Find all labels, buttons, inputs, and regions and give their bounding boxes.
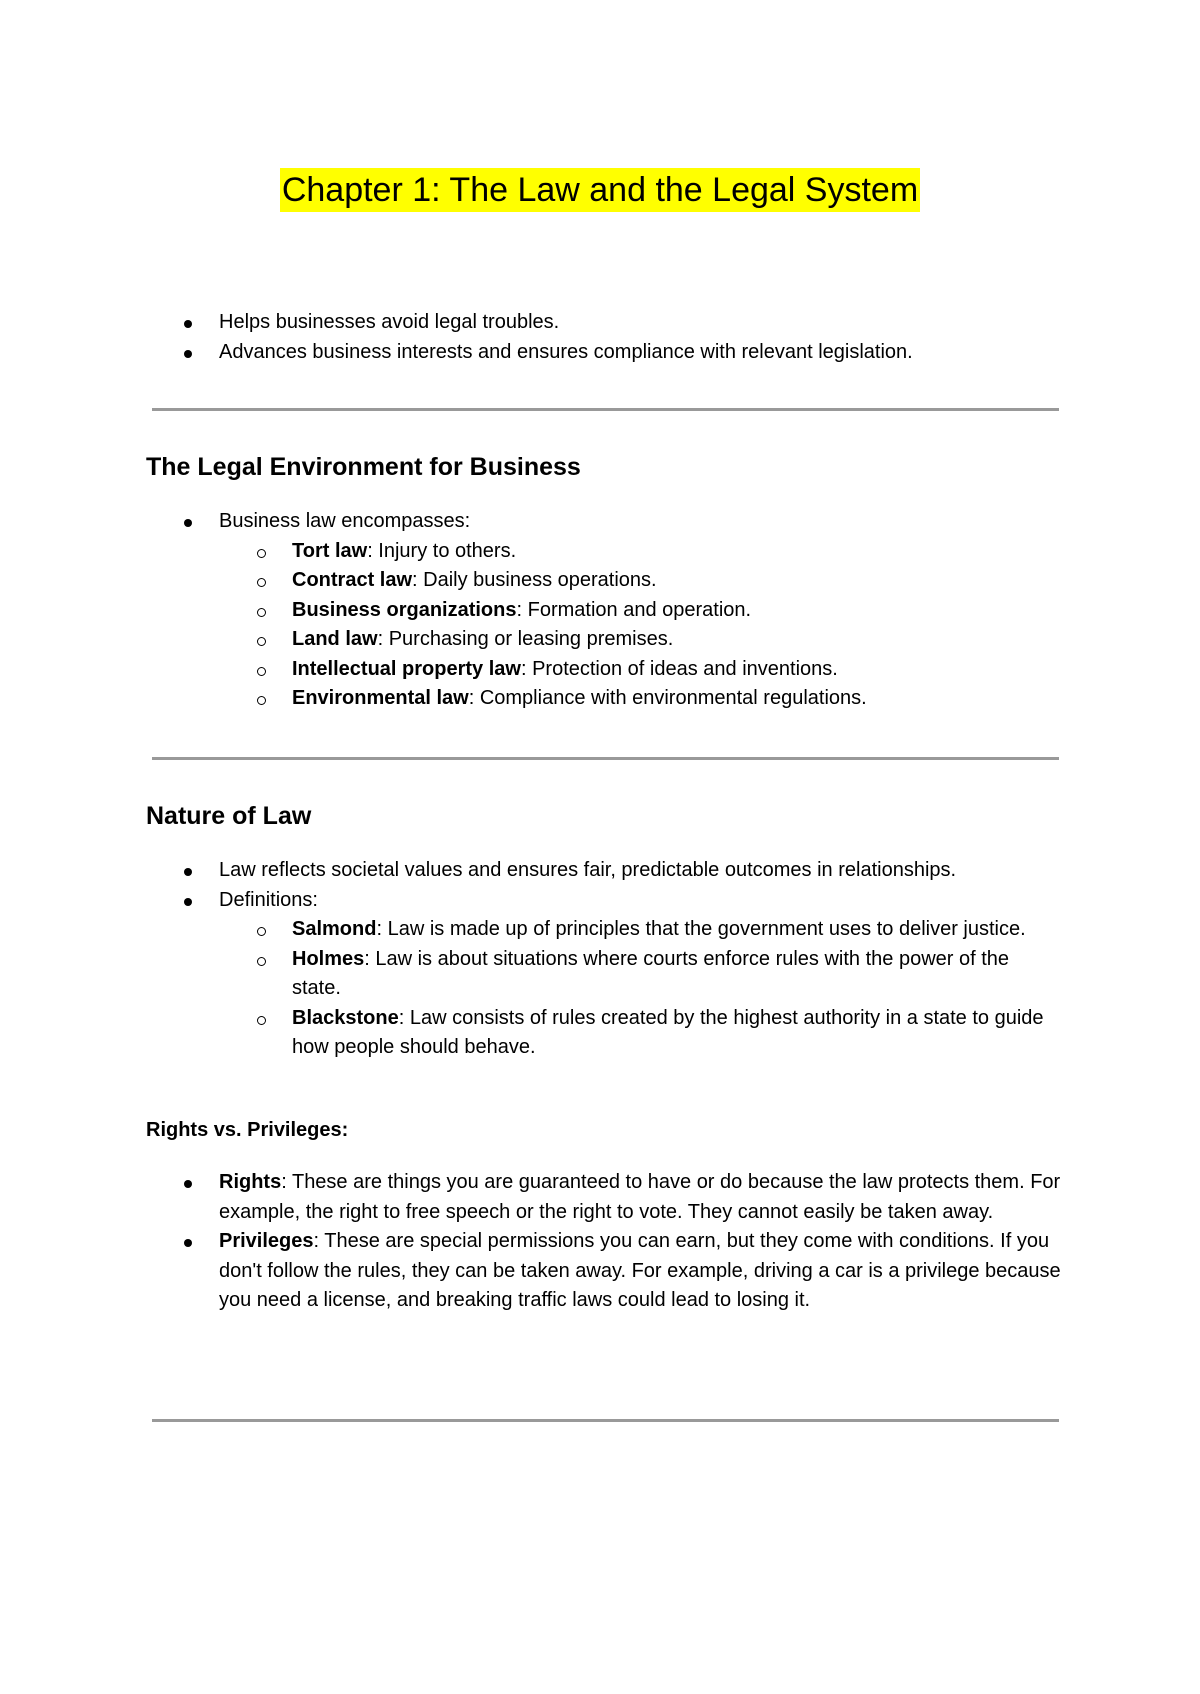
- title-row: [0, 168, 1200, 212]
- list-item: Holmes: Law is about situations where courts enforce rules with the power of the state.: [292, 945, 1062, 1004]
- list-item: Intellectual property law: Protection of ideas and inventions.: [292, 655, 1066, 685]
- list-item: Privileges: These are special permissions you can earn, but they come with conditions. If you don't follow the rules, they can be taken away. For example, driving a car is a privilege because you need a license, and breaking traffic laws could lead to losing it.: [146, 1227, 1066, 1316]
- rights-privileges-list: [146, 1168, 1066, 1316]
- horizontal-rule: [152, 408, 1059, 411]
- list-item: Rights: These are things you are guaranteed to have or do because the law protects them. For example, the right to free speech or the right to vote. They cannot easily be taken away.: [146, 1168, 1066, 1227]
- subsection-heading: Rights vs. Privileges:: [146, 1119, 349, 1141]
- list-item: Advances business interests and ensures compliance with relevant legislation.: [146, 338, 1066, 368]
- bullet-icon: [184, 1180, 192, 1188]
- bullet-icon: [184, 350, 192, 358]
- legal-environment-section: [146, 451, 1066, 714]
- bullet-icon: [184, 898, 192, 906]
- list-item: Business organizations: Formation and operation.: [292, 596, 1066, 626]
- intro-section: [146, 308, 1066, 367]
- list-item: Contract law: Daily business operations.: [292, 566, 1066, 596]
- intro-list: [146, 308, 1066, 367]
- list-item: Tort law: Injury to others.: [292, 537, 1066, 567]
- legal-environment-list: [146, 507, 1066, 537]
- list-item: Business law encompasses:: [146, 507, 1066, 537]
- list-item: Blackstone: Law consists of rules created by the highest authority in a state to guide how people should behave.: [292, 1004, 1062, 1063]
- circle-bullet-icon: [257, 667, 266, 676]
- section-heading: The Legal Environment for Business: [146, 453, 581, 481]
- list-item: Environmental law: Compliance with environmental regulations.: [292, 684, 1066, 714]
- list-item: Helps businesses avoid legal troubles.: [146, 308, 1066, 338]
- business-law-areas-list: [292, 537, 1066, 714]
- bullet-icon: [184, 320, 192, 328]
- horizontal-rule: [152, 1419, 1059, 1422]
- page-title: Chapter 1: The Law and the Legal System: [280, 168, 920, 212]
- definitions-list: [292, 915, 1062, 1063]
- nature-list: [146, 856, 1066, 915]
- list-item: Law reflects societal values and ensures fair, predictable outcomes in relationships.: [146, 856, 1066, 886]
- bullet-icon: [184, 519, 192, 527]
- nature-of-law-section: [146, 800, 1066, 1063]
- bullet-icon: [184, 868, 192, 876]
- circle-bullet-icon: [257, 549, 266, 558]
- circle-bullet-icon: [257, 1016, 266, 1025]
- horizontal-rule: [152, 757, 1059, 760]
- circle-bullet-icon: [257, 578, 266, 587]
- section-heading: Nature of Law: [146, 802, 312, 830]
- list-item: Salmond: Law is made up of principles that the government uses to deliver justice.: [292, 915, 1062, 945]
- circle-bullet-icon: [257, 637, 266, 646]
- circle-bullet-icon: [257, 608, 266, 617]
- list-item: Land law: Purchasing or leasing premises.: [292, 625, 1066, 655]
- circle-bullet-icon: [257, 696, 266, 705]
- bullet-icon: [184, 1239, 192, 1247]
- rights-privileges-section: [146, 1116, 1066, 1316]
- list-item: Definitions:: [146, 886, 1066, 916]
- circle-bullet-icon: [257, 927, 266, 936]
- circle-bullet-icon: [257, 957, 266, 966]
